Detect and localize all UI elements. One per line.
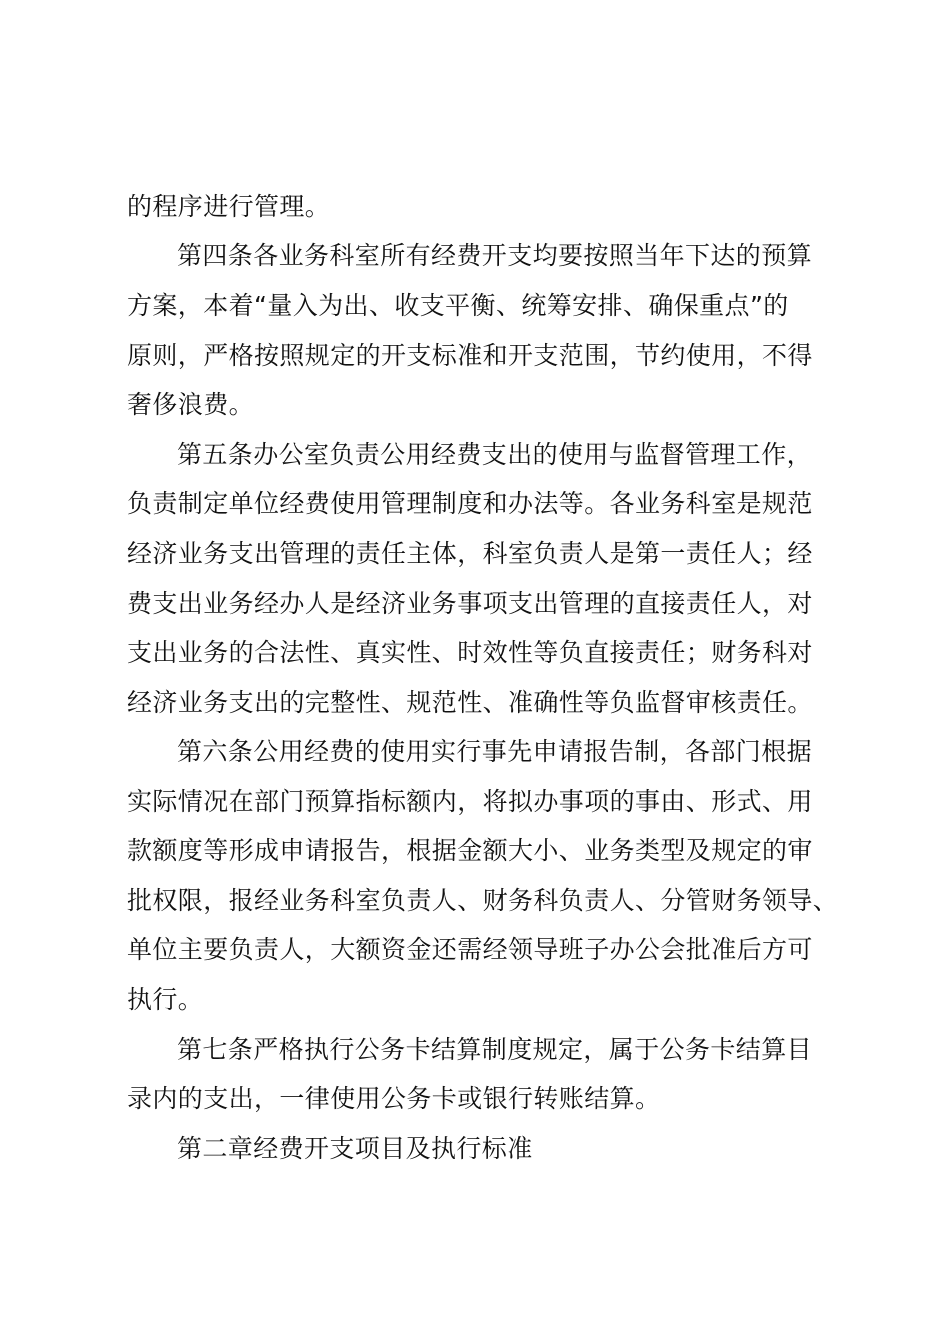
text-line: 执行。	[127, 985, 204, 1014]
text-line: 支出业务的合法性、真实性、时效性等负直接责任；财务科对	[127, 638, 813, 667]
text-line: 录内的支出，一律使用公务卡或银行转账结算。	[127, 1084, 661, 1113]
text-line: 奢侈浪费。	[127, 390, 255, 419]
article-5-line: 第五条办公室负责公用经费支出的使用与监督管理工作，	[177, 440, 813, 469]
article-6-line: 第六条公用经费的使用实行事先申请报告制，各部门根据	[177, 737, 813, 766]
text-line: 经济业务支出管理的责任主体，科室负责人是第一责任人；经	[127, 539, 813, 568]
text-line: 批权限，报经业务科室负责人、财务科负责人、分管财务领导、	[127, 886, 839, 915]
article-7-line: 第七条严格执行公务卡结算制度规定，属于公务卡结算目	[177, 1035, 813, 1064]
text-line: 单位主要负责人，大额资金还需经领导班子办公会批准后方可	[127, 935, 813, 964]
text-line: 经济业务支出的完整性、规范性、准确性等负监督审核责任。	[127, 688, 813, 717]
text-line: 原则，严格按照规定的开支标准和开支范围，节约使用，不得	[127, 341, 813, 370]
text-line: 负责制定单位经费使用管理制度和办法等。各业务科室是规范	[127, 489, 813, 518]
text-line: 费支出业务经办人是经济业务事项支出管理的直接责任人，对	[127, 589, 813, 618]
text-line: 方案，本着“量入为出、收支平衡、统筹安排、确保重点”的	[127, 291, 789, 320]
text-line: 实际情况在部门预算指标额内，将拟办事项的事由、形式、用	[127, 787, 813, 816]
text-line: 款额度等形成申请报告，根据金额大小、业务类型及规定的审	[127, 836, 813, 865]
chapter-heading: 第二章经费开支项目及执行标准	[177, 1134, 533, 1163]
text-line: 的程序进行管理。	[127, 192, 331, 221]
article-4-line: 第四条各业务科室所有经费开支均要按照当年下达的预算	[177, 241, 813, 270]
